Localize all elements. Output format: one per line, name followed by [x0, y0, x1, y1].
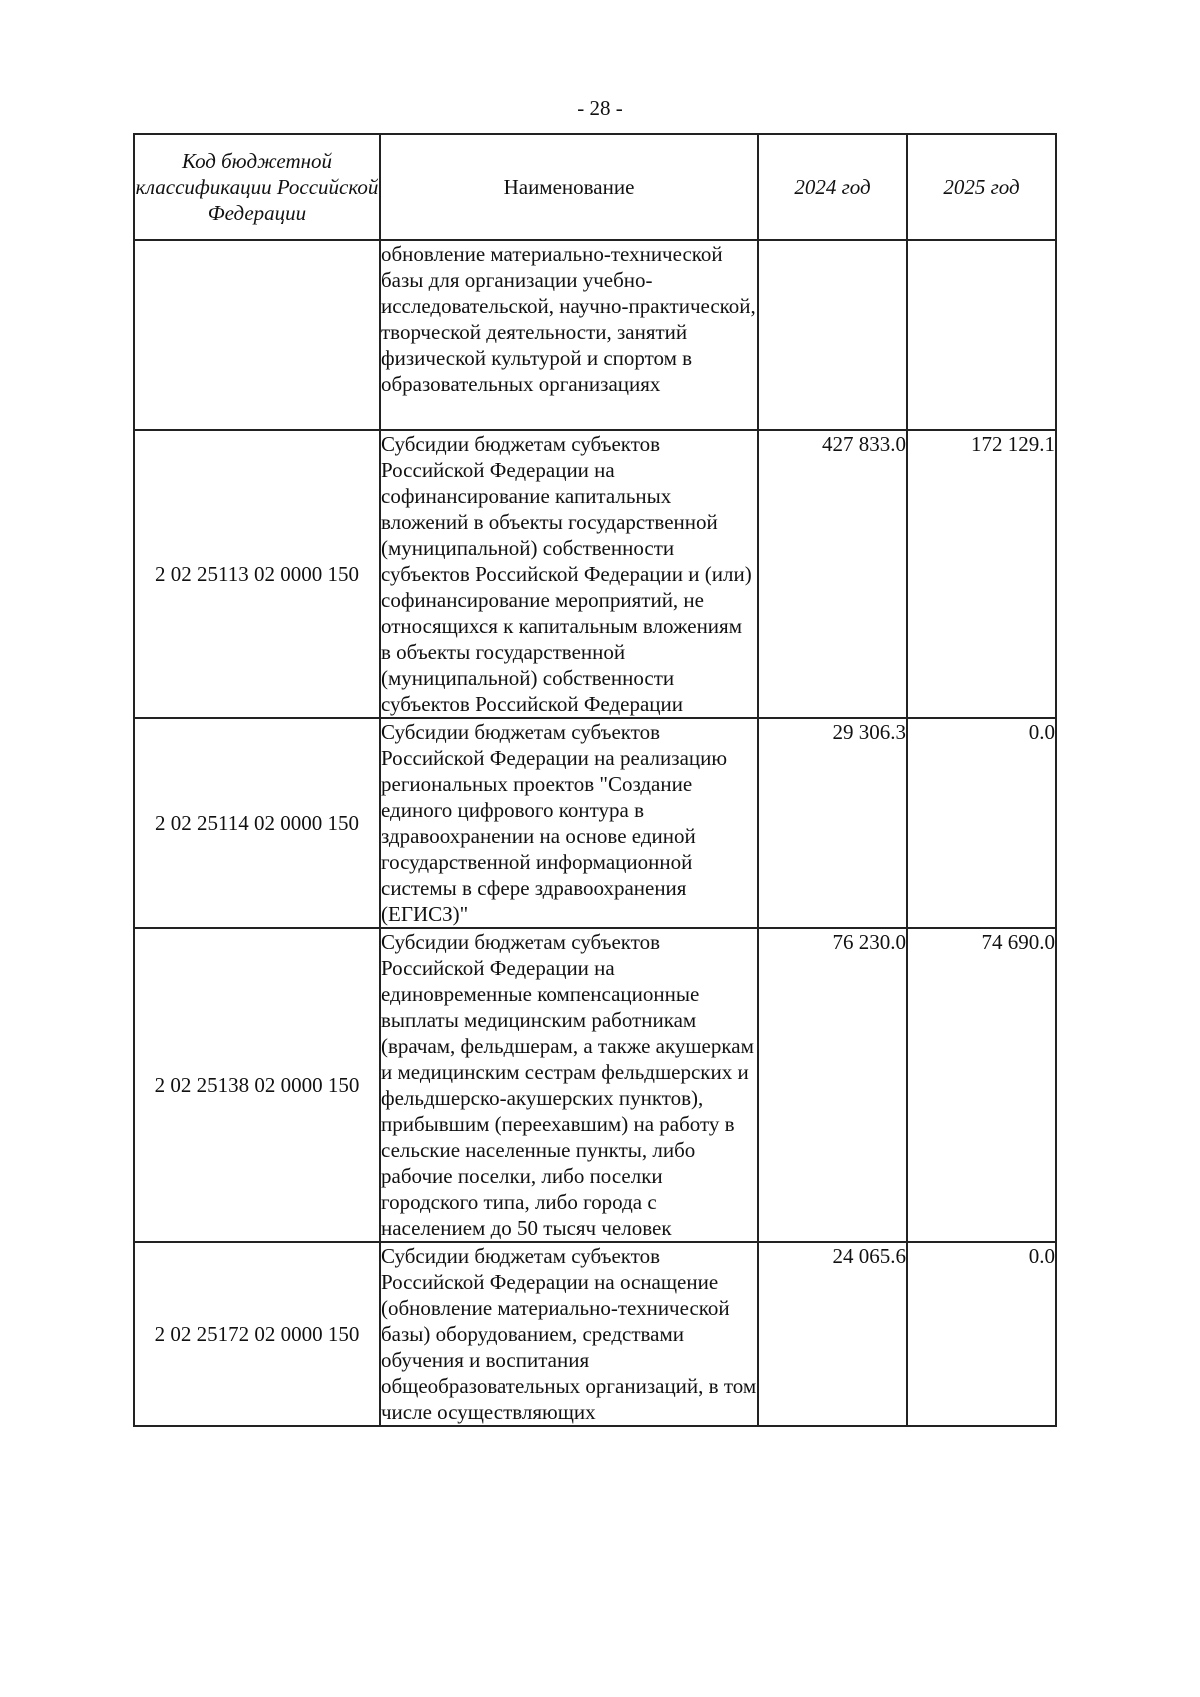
row-value-2025: 74 690.0 — [907, 928, 1056, 1242]
row-value-2024: 29 306.3 — [758, 718, 907, 928]
row-value-2024: 24 065.6 — [758, 1242, 907, 1426]
header-year-2025: 2025 год — [907, 134, 1056, 240]
row-name: Субсидии бюджетам субъектов Российской Федерации на софинансирование капитальных вложений в объекты государственной (муниципальной) собственности субъектов Российской Федерации и (или) софинансирование мероприятий, не относящихся к капитальным вложениям в объекты государственной (муниципальной) собственности субъектов Российской Федерации — [380, 430, 758, 718]
budget-table — [133, 133, 1057, 1427]
table-row — [134, 240, 1056, 430]
table-row — [134, 430, 1056, 718]
header-row — [134, 134, 1056, 240]
row-code: 2 02 25113 02 0000 150 — [134, 430, 380, 718]
row-value-2024: 427 833.0 — [758, 430, 907, 718]
header-code: Код бюджетной классификации Российской Федерации — [134, 134, 380, 240]
row-code: 2 02 25172 02 0000 150 — [134, 1242, 380, 1426]
header-name: Наименование — [380, 134, 758, 240]
row-value-2024 — [758, 240, 907, 430]
page-number: - 28 - — [577, 96, 623, 120]
row-name: обновление материально-технической базы для организации учебно-исследовательской, научно-практической, творческой деятельности, занятий физической культурой и спортом в образовательных организациях — [380, 240, 758, 430]
row-code — [134, 240, 380, 430]
table-row — [134, 1242, 1056, 1426]
row-value-2025: 0.0 — [907, 1242, 1056, 1426]
table-row — [134, 718, 1056, 928]
row-code: 2 02 25138 02 0000 150 — [134, 928, 380, 1242]
row-code: 2 02 25114 02 0000 150 — [134, 718, 380, 928]
row-name: Субсидии бюджетам субъектов Российской Федерации на реализацию региональных проектов "Создание единого цифрового контура в здравоохранении на основе единой государственной информационной системы в сфере здравоохранения (ЕГИСЗ)" — [380, 718, 758, 928]
header-year-2024: 2024 год — [758, 134, 907, 240]
row-name: Субсидии бюджетам субъектов Российской Федерации на единовременные компенсационные выплаты медицинским работникам (врачам, фельдшерам, а также акушеркам и медицинским сестрам фельдшерских и фельдшерско-акушерских пунктов), прибывшим (переехавшим) на работу в сельские населенные пункты, либо рабочие поселки, либо поселки городского типа, либо города с населением до 50 тысяч человек — [380, 928, 758, 1242]
row-value-2025: 0.0 — [907, 718, 1056, 928]
row-value-2025 — [907, 240, 1056, 430]
row-name: Субсидии бюджетам субъектов Российской Федерации на оснащение (обновление материально-технической базы) оборудованием, средствами обучения и воспитания общеобразовательных организаций, в том числе осуществляющих — [381, 1244, 757, 1424]
row-value-2025: 172 129.1 — [907, 430, 1056, 718]
table-row — [134, 928, 1056, 1242]
row-value-2024: 76 230.0 — [758, 928, 907, 1242]
